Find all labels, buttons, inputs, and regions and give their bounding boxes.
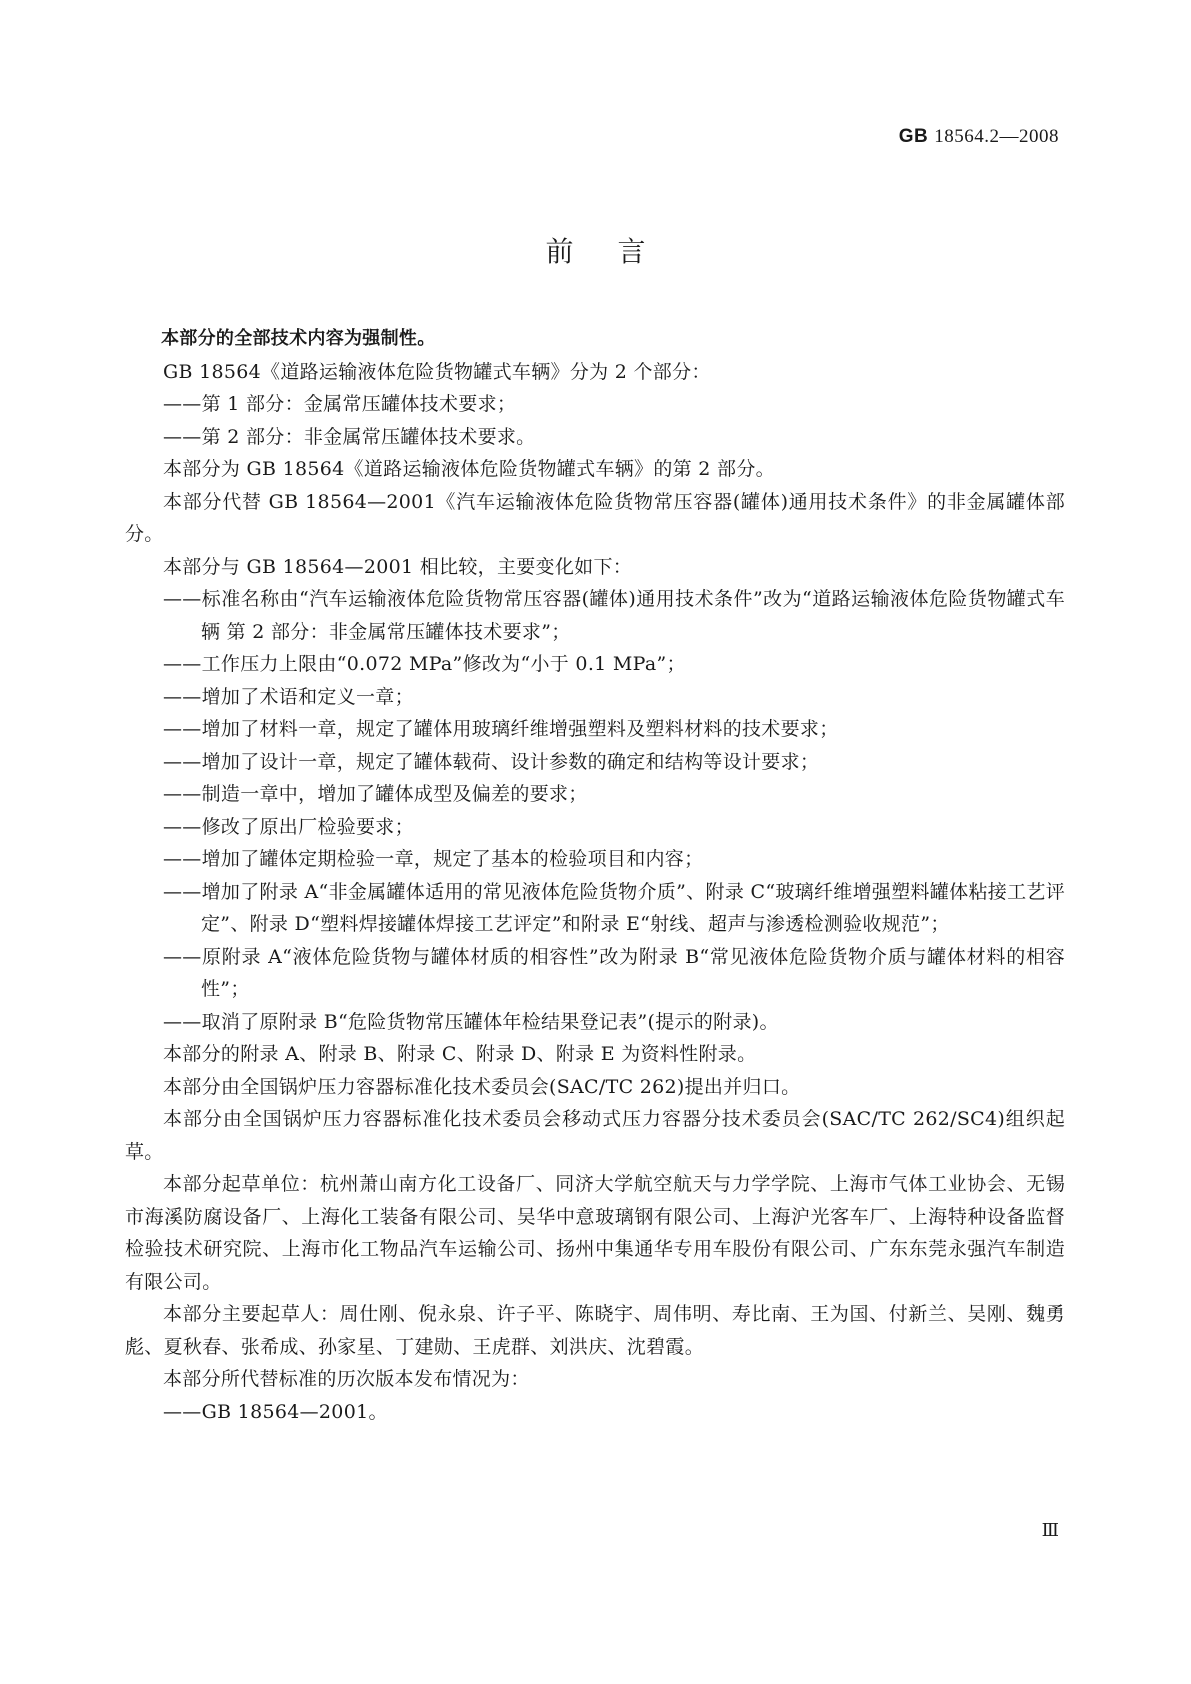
paragraph: 本部分由全国锅炉压力容器标准化技术委员会移动式压力容器分技术委员会(SAC/TC 262/SC4)组织起草。 xyxy=(125,1108,1065,1163)
dash-item: ——增加了术语和定义一章； xyxy=(163,685,414,708)
paragraph: 本部分为 GB 18564《道路运输液体危险货物罐式车辆》的第 2 部分。 xyxy=(163,458,775,480)
dash-item: ——增加了罐体定期检验一章，规定了基本的检验项目和内容； xyxy=(163,848,704,870)
page-number: Ⅲ xyxy=(1041,1520,1059,1540)
dash-item: ——增加了材料一章，规定了罐体用玻璃纤维增强塑料及塑料材料的技术要求； xyxy=(163,718,839,740)
mandatory-statement: 本部分的全部技术内容为强制性。 xyxy=(161,328,436,349)
dash-item: ——工作压力上限由“0.072 MPa”修改为“小于 0.1 MPa”； xyxy=(163,653,686,675)
page-title: 前言 xyxy=(545,235,690,268)
dash-item: ——取消了原附录 B“危险货物常压罐体年检结果登记表”(提示的附录)。 xyxy=(163,1010,779,1033)
dash-item: ——修改了原出厂检验要求； xyxy=(163,815,414,838)
paragraph: 本部分代替 GB 18564—2001《汽车运输液体危险货物常压容器(罐体)通用技术条件》的非金属罐体部分。 xyxy=(125,490,1065,545)
paragraph: 本部分的附录 A、附录 B、附录 C、附录 D、附录 E 为资料性附录。 xyxy=(163,1043,757,1065)
paragraph: 本部分主要起草人：周仕刚、倪永泉、许子平、陈晓宇、周伟明、寿比南、王为国、付新兰、吴刚、魏勇彪、夏秋春、张希成、孙家星、丁建勋、王虎群、刘洪庆、沈碧霞。 xyxy=(125,1303,1065,1358)
dash-item: ——增加了设计一章，规定了罐体载荷、设计参数的确定和结构等设计要求； xyxy=(163,750,820,773)
paragraph: 本部分所代替标准的历次版本发布情况为： xyxy=(163,1368,530,1390)
standard-code: 18564.2—2008 xyxy=(934,126,1059,147)
standard-prefix: GB xyxy=(898,126,929,147)
paragraph: 本部分与 GB 18564—2001 相比较，主要变化如下： xyxy=(163,555,633,578)
dash-item: ——第 2 部分：非金属常压罐体技术要求。 xyxy=(163,425,536,448)
dash-item: ——标准名称由“汽车运输液体危险货物常压容器(罐体)通用技术条件”改为“道路运输液体危险货物罐式车辆 第 2 部分：非金属常压罐体技术要求”； xyxy=(163,588,1065,643)
dash-item: ——制造一章中，增加了罐体成型及偏差的要求； xyxy=(163,783,588,805)
dash-item: ——GB 18564—2001。 xyxy=(163,1400,388,1423)
paragraph: 本部分起草单位：杭州萧山南方化工设备厂、同济大学航空航天与力学学院、上海市气体工业协会、无锡市海溪防腐设备厂、上海化工装备有限公司、吴华中意玻璃钢有限公司、上海沪光客车厂、上海特种设备监督检验技术研究院、上海市化工物品汽车运输公司、扬州中集通华专用车股份有限公司、广东东莞永强汽车制造有限公司。 xyxy=(125,1173,1065,1293)
paragraph: 本部分由全国锅炉压力容器标准化技术委员会(SAC/TC 262)提出并归口。 xyxy=(163,1075,801,1098)
dash-item: ——增加了附录 A“非金属罐体适用的常见液体危险货物介质”、附录 C“玻璃纤维增强塑料罐体粘接工艺评定”、附录 D“塑料焊接罐体焊接工艺评定”和附录 E“射线、超声与渗透检测验收规范”； xyxy=(163,880,1065,935)
foreword-body xyxy=(125,323,1065,1428)
dash-item: ——第 1 部分：金属常压罐体技术要求； xyxy=(163,393,517,415)
dash-item: ——原附录 A“液体危险货物与罐体材质的相容性”改为附录 B“常见液体危险货物介质与罐体材料的相容性”； xyxy=(163,945,1065,1000)
standard-number xyxy=(899,126,1059,148)
paragraph: GB 18564《道路运输液体危险货物罐式车辆》分为 2 个部分： xyxy=(163,360,711,383)
